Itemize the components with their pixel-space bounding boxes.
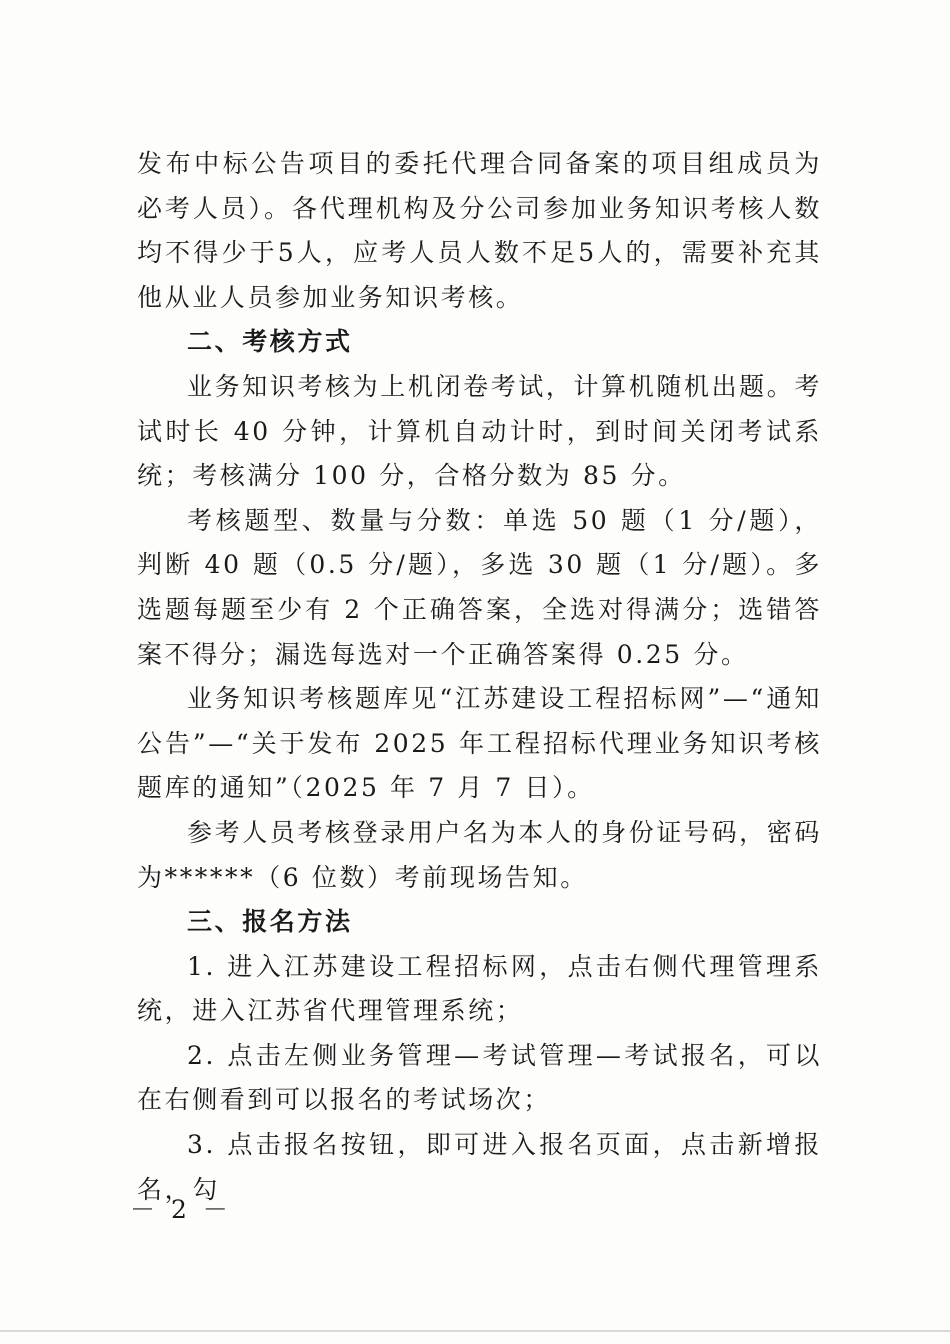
- paragraph-step-1: 1. 进入江苏建设工程招标网，点击右侧代理管理系统，进入江苏省代理管理系统；: [137, 951, 822, 1026]
- paragraph-question-types: 考核题型、数量与分数：单选 50 题（1 分/题），判断 40 题（0.5 分/题），多选 30 题（1 分/题）。多选题每题至少有 2 个正确答案，全选对得满分；选错答案不得分；漏选每选对一个正确答案得 0.25 分。: [137, 505, 822, 669]
- document-body: [137, 142, 822, 1212]
- paragraph-question-bank: 业务知识考核题库见“江苏建设工程招标网”—“通知公告”—“关于发布 2025 年工程招标代理业务知识考核题库的通知”（2025 年 7 月 7 日）。: [137, 684, 822, 803]
- paragraph-login-credentials: 参考人员考核登录用户名为本人的身份证号码，密码为******（6 位数）考前现场告知。: [137, 817, 822, 892]
- scan-bottom-edge: [0, 1330, 950, 1332]
- paragraph-exam-personnel: 发布中标公告项目的委托代理合同备案的项目组成员为必考人员）。各代理机构及分公司参加业务知识考核人数均不得少于5人，应考人员人数不足5人的，需要补充其他从业人员参加业务知识考核。: [137, 149, 822, 312]
- page-number: － 2 －: [130, 1195, 232, 1224]
- paragraph-step-3: 3. 点击报名按钮，即可进入报名页面，点击新增报名，勾: [137, 1130, 822, 1204]
- heading-registration-method: 三、报名方法: [187, 907, 353, 937]
- paragraph-exam-format: 业务知识考核为上机闭卷考试，计算机随机出题。考试时长 40 分钟，计算机自动计时，到时间关闭考试系统；考核满分 100 分，合格分数为 85 分。: [137, 371, 822, 491]
- paragraph-step-2: 2. 点击左侧业务管理—考试管理—考试报名，可以在右侧看到可以报名的考试场次；: [137, 1040, 822, 1115]
- heading-assessment-method: 二、考核方式: [187, 327, 353, 357]
